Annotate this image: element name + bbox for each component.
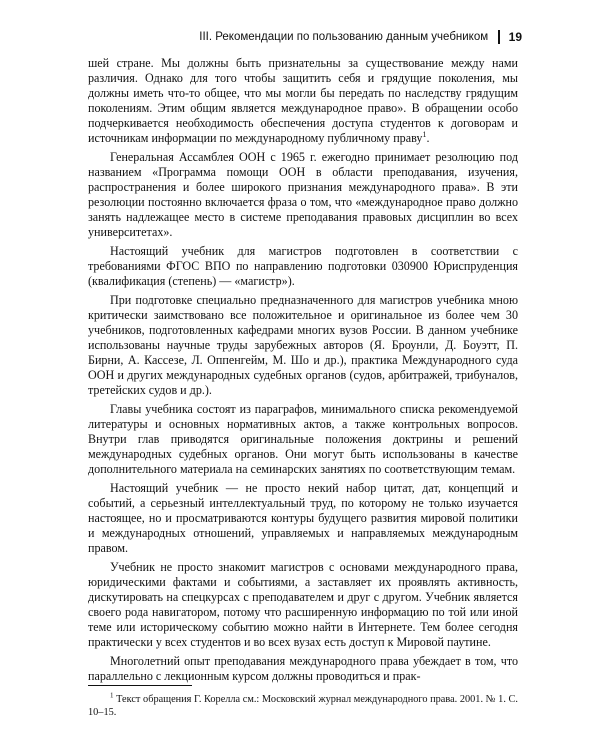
footnote-reference[interactable]: 1 xyxy=(422,129,427,139)
footnote xyxy=(88,693,518,719)
paragraph-7: Учебник не просто знакомит магистров с основами международного права, юридическими фактами и событиями, а заставляет их проявлять активность, дискутировать на спецкурсах с преподавателем и друг с другом. Учебник является своего рода навигатором, потому что расширенную информацию по той или иной теме или историческому событию можно найти в Интернете. Тем более сегодня практически у всех студентов и во всех вузах есть доступ к Мировой паутине. xyxy=(88,560,518,649)
paragraph-1 xyxy=(88,56,518,146)
paragraph-1-end: . xyxy=(426,131,430,145)
paragraph-8: Многолетний опыт преподавания международного права убеждает в том, что параллельно с лекционным курсом должны проводиться и прак- xyxy=(88,654,518,683)
footnote-divider xyxy=(88,685,192,686)
page-number: 19 xyxy=(508,30,522,44)
paragraph-5: Главы учебника состоят из параграфов, минимального списка рекомендуемой литературы и основных нормативных актов, а также контрольных вопросов. Внутри глав приводятся оригинальные положения доктрины и решений международных судебных органов. Они могут быть использованы в качестве дополнительного материала на семинарских занятиях по соответствующим темам. xyxy=(88,402,518,476)
paragraph-2: Генеральная Ассамблея ООН с 1965 г. ежегодно принимает резолюцию под названием «Программа помощи ООН в области преподавания, изучения, распространения и более широкого признания международного права». В эти резолюции постоянно включается фраза о том, что «международное право должно занять надлежащее место в системе преподавания правовых дисциплин во всех университетах». xyxy=(88,150,518,239)
section-title: III. Рекомендации по пользованию данным учебником xyxy=(199,31,489,43)
footnote-text: Текст обращения Г. Корелла см.: Московский журнал международного права. 2001. № 1. С. 10–15. xyxy=(88,694,518,718)
running-header xyxy=(199,30,522,44)
footnote-marker: 1 xyxy=(110,691,114,700)
paragraph-6: Настоящий учебник — не просто некий набор цитат, дат, концепций и событий, а серьезный интеллектуальный труд, по которому не только изучается настоящее, но и просматриваются контуры будущего развития мировой политики и международных отношений, управляемых и направляемых международным правом. xyxy=(88,481,518,555)
body-text xyxy=(88,56,518,684)
header-separator xyxy=(498,30,500,44)
paragraph-3: Настоящий учебник для магистров подготовлен в соответствии с требованиями ФГОС ВПО по направлению подготовки 030900 Юриспруденция (квалификация (степень) — «магистр»). xyxy=(88,244,518,288)
paragraph-1-text: шей стране. Мы должны быть признательны за существование между нами различия. Однако для того чтобы защитить себя и грядущие поколения, мы должны иметь что-то общее, что мы могли бы передать по наследству грядущим поколениям. Этим общим является международное право». В обращении особо подчеркивается необходимость обеспечения доступа студентов к договорам и источникам информации по международному публичному праву xyxy=(88,56,518,145)
paragraph-4: При подготовке специально предназначенного для магистров учебника мною критически заимствовано все положительное и оригинальное из более чем 30 учебников, подготовленных кафедрами многих вузов России. В данном учебнике использованы научные труды зарубежных авторов (Я. Броунли, Д. Боуэтт, П. Бирни, А. Кассезе, Л. Оппенгейм, М. Шо и др.), практика Международного суда ООН и других международных судебных органов (судов, арбитражей, трибуналов, третейских судов и др.). xyxy=(88,293,518,397)
